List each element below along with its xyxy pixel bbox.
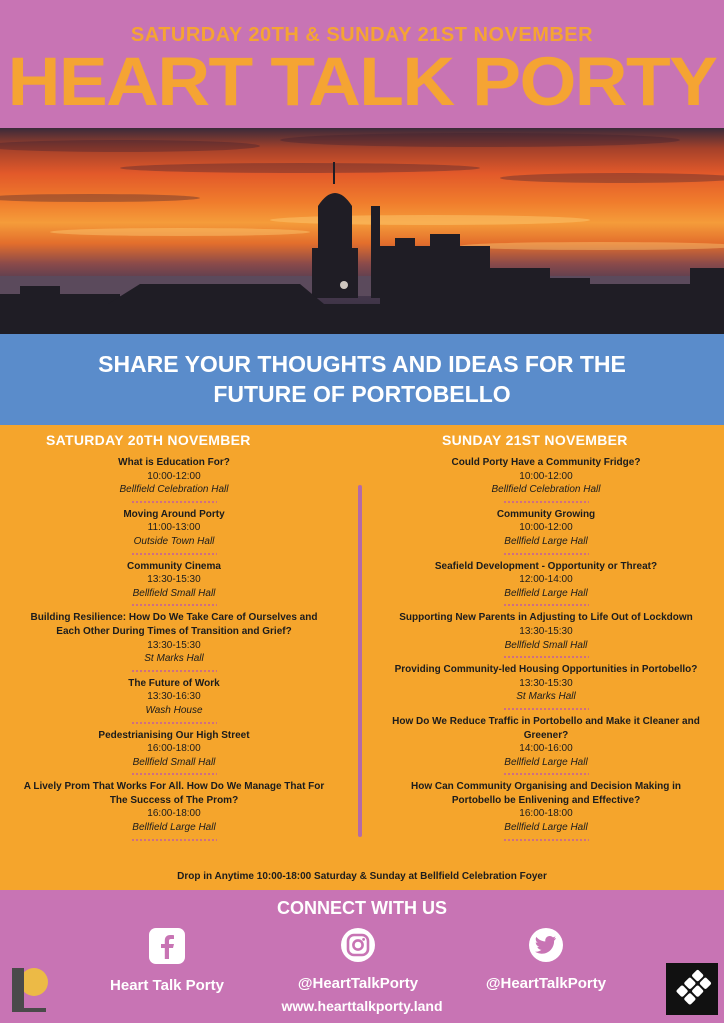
twitter-link[interactable] <box>446 928 646 992</box>
event-time: 16:00-18:00 <box>519 808 573 820</box>
event-time: 16:00-18:00 <box>147 808 201 820</box>
event-venue: Outside Town Hall <box>133 535 215 547</box>
event-title: Providing Community-led Housing Opportunities in Portobello? <box>394 664 698 676</box>
poster-header <box>0 0 724 128</box>
tagline-line-2: FUTURE OF PORTOBELLO <box>213 381 511 407</box>
saturday-heading: SATURDAY 20TH NOVEMBER <box>46 432 251 448</box>
event-item <box>376 780 716 834</box>
event-dates: SATURDAY 20TH & SUNDAY 21ST NOVEMBER <box>130 24 594 46</box>
instagram-icon[interactable] <box>341 928 375 962</box>
event-venue: St Marks Hall <box>516 691 576 703</box>
dotted-separator <box>503 604 589 606</box>
event-venue: Bellfield Celebration Hall <box>119 484 229 496</box>
event-item <box>376 663 716 704</box>
event-time: 12:00-14:00 <box>519 574 573 586</box>
event-time: 14:00-16:00 <box>519 743 573 755</box>
event-venue: Bellfield Large Hall <box>504 756 588 768</box>
footer <box>0 890 724 1023</box>
sunday-column <box>376 425 716 846</box>
saturday-column <box>4 425 344 846</box>
event-item <box>376 508 716 549</box>
event-venue: St Marks Hall <box>144 653 204 665</box>
event-item <box>376 611 716 652</box>
dotted-separator <box>503 773 589 775</box>
dotted-separator <box>131 670 217 672</box>
dotted-separator <box>503 839 589 841</box>
dotted-separator <box>503 708 589 710</box>
tagline-banner <box>0 334 724 425</box>
event-item <box>376 456 716 497</box>
twitter-label[interactable]: @HeartTalkPorty <box>485 975 607 992</box>
instagram-label[interactable]: @HeartTalkPorty <box>297 975 419 992</box>
dotted-separator <box>131 553 217 555</box>
event-title: What is Education For? <box>118 457 230 468</box>
twitter-icon[interactable] <box>529 928 563 962</box>
event-item <box>376 715 716 769</box>
event-item <box>4 456 344 497</box>
event-title: Seafield Development - Opportunity or Threat? <box>434 560 658 572</box>
event-title: Supporting New Parents in Adjusting to Life Out of Lockdown <box>399 612 693 624</box>
event-item <box>4 611 344 665</box>
left-partner-logo <box>10 964 50 1014</box>
dotted-separator <box>131 604 217 606</box>
sunset-photo <box>0 128 724 334</box>
schedule-section <box>0 425 724 890</box>
event-item <box>4 729 344 770</box>
drop-in-notice: Drop in Anytime 10:00-18:00 Saturday & Sunday at Bellfield Celebration Foyer <box>177 871 547 882</box>
event-time: 13:30-15:30 <box>519 677 573 689</box>
event-time: 13:30-15:30 <box>147 639 201 651</box>
right-partner-logo <box>666 963 718 1015</box>
event-time: 13:30-15:30 <box>519 625 573 637</box>
event-title: Community Growing <box>496 508 596 520</box>
connect-heading: CONNECT WITH US <box>277 898 447 918</box>
event-venue: Bellfield Small Hall <box>132 756 216 768</box>
column-divider <box>358 485 362 837</box>
dotted-separator <box>131 773 217 775</box>
event-venue: Bellfield Large Hall <box>504 535 588 547</box>
event-venue: Bellfield Celebration Hall <box>491 484 601 496</box>
dotted-separator <box>503 656 589 658</box>
event-time: 10:00-12:00 <box>519 470 573 482</box>
event-venue: Bellfield Large Hall <box>504 822 588 834</box>
event-title: The Future of Work <box>128 677 220 689</box>
event-title: How Can Community Organising and Decision Making in Portobello be Enlivening and Effective? <box>410 781 682 806</box>
dotted-separator <box>131 501 217 503</box>
facebook-icon[interactable] <box>149 928 185 964</box>
event-time: 13:30-15:30 <box>147 574 201 586</box>
facebook-link[interactable] <box>67 928 267 994</box>
event-time: 13:30-16:30 <box>147 691 201 703</box>
event-title: Community Cinema <box>127 560 221 572</box>
facebook-label[interactable]: Heart Talk Porty <box>110 977 224 994</box>
event-title: Pedestrianising Our High Street <box>98 729 250 741</box>
instagram-link[interactable] <box>258 928 458 992</box>
event-venue: Bellfield Large Hall <box>504 587 588 599</box>
poster-title: HEART TALK PORTY <box>7 43 717 120</box>
website-link[interactable]: www.hearttalkporty.land <box>281 998 443 1014</box>
event-item <box>376 560 716 601</box>
event-time: 11:00-13:00 <box>147 522 201 534</box>
event-time: 16:00-18:00 <box>147 743 201 755</box>
dotted-separator <box>131 722 217 724</box>
sunday-heading: SUNDAY 21ST NOVEMBER <box>442 432 628 448</box>
event-title: How Do We Reduce Traffic in Portobello and Make it Cleaner and Greener? <box>392 715 700 741</box>
dotted-separator <box>503 501 589 503</box>
event-item <box>4 560 344 601</box>
event-title: Building Resilience: How Do We Take Care of Ourselves and Each Other During Times of Transition and Grief? <box>30 612 318 637</box>
event-title: A Lively Prom That Works For All. How Do We Manage That For The Success of The Prom? <box>23 781 325 806</box>
event-item <box>4 780 344 834</box>
tagline-line-1: SHARE YOUR THOUGHTS AND IDEAS FOR THE <box>98 351 626 377</box>
event-time: 10:00-12:00 <box>147 470 201 482</box>
event-title: Could Porty Have a Community Fridge? <box>451 457 641 468</box>
event-venue: Wash House <box>145 704 203 716</box>
event-venue: Bellfield Small Hall <box>504 639 588 651</box>
event-item <box>4 677 344 718</box>
dotted-separator <box>503 553 589 555</box>
event-venue: Bellfield Large Hall <box>132 822 216 834</box>
event-venue: Bellfield Small Hall <box>132 587 216 599</box>
event-time: 10:00-12:00 <box>519 522 573 534</box>
event-item <box>4 508 344 549</box>
dotted-separator <box>131 839 217 841</box>
event-title: Moving Around Porty <box>123 508 225 520</box>
